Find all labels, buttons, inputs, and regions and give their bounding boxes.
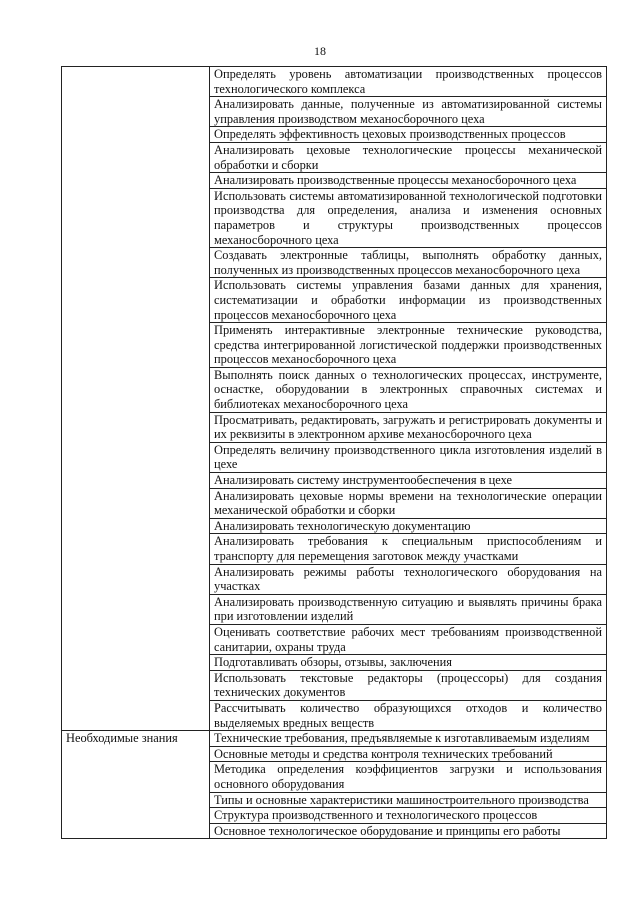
skills-item: Анализировать режимы работы технологического оборудования на участках <box>210 564 607 594</box>
skills-item: Определять эффективность цеховых производственных процессов <box>210 127 607 143</box>
skills-item: Просматривать, редактировать, загружать и регистрировать документы и их реквизиты в электронном архиве механосборочного цеха <box>210 412 607 442</box>
competency-table-body <box>62 67 607 839</box>
knowledge-item: Методика определения коэффициентов загрузки и использования основного оборудования <box>210 762 607 792</box>
skills-item: Подготавливать обзоры, отзывы, заключения <box>210 655 607 671</box>
skills-item: Анализировать данные, полученные из автоматизированной системы управления производством механосборочного цеха <box>210 97 607 127</box>
skills-section-label <box>62 67 210 731</box>
skills-item: Применять интерактивные электронные технические руководства, средства интегрированной логистической поддержки производственных процессов механосборочного цеха <box>210 323 607 368</box>
knowledge-row <box>62 731 607 747</box>
skills-item: Рассчитывать количество образующихся отходов и количество выделяемых вредных веществ <box>210 700 607 730</box>
knowledge-item: Структура производственного и технологического процессов <box>210 808 607 824</box>
knowledge-section-label: Необходимые знания <box>62 731 210 839</box>
page-number: 18 <box>314 44 326 58</box>
skills-item: Анализировать систему инструментообеспечения в цехе <box>210 473 607 489</box>
knowledge-item: Основное технологическое оборудование и принципы его работы <box>210 823 607 839</box>
skills-item: Использовать системы управления базами данных для хранения, систематизации и обработки информации из производственных процессов механосборочного цеха <box>210 278 607 323</box>
skills-item: Анализировать цеховые технологические процессы механической обработки и сборки <box>210 142 607 172</box>
skills-item: Анализировать производственные процессы механосборочного цеха <box>210 173 607 189</box>
knowledge-item: Технические требования, предъявляемые к изготавливаемым изделиям <box>210 731 607 747</box>
skills-item: Выполнять поиск данных о технологических процессах, инструменте, оснастке, оборудовании в электронных справочных системах и библиотеках механосборочного цеха <box>210 367 607 412</box>
skills-item: Определять величину производственного цикла изготовления изделий в цехе <box>210 442 607 472</box>
skills-row <box>62 67 607 97</box>
knowledge-item: Типы и основные характеристики машиностроительного производства <box>210 792 607 808</box>
skills-item: Анализировать производственную ситуацию и выявлять причины брака при изготовлении изделий <box>210 594 607 624</box>
competency-table <box>61 66 607 839</box>
skills-item: Анализировать требования к специальным приспособлениям и транспорту для перемещения заготовок между участками <box>210 534 607 564</box>
skills-item: Определять уровень автоматизации производственных процессов технологического комплекса <box>210 67 607 97</box>
skills-item: Использовать текстовые редакторы (процессоры) для создания технических документов <box>210 670 607 700</box>
skills-item: Использовать системы автоматизированной технологической подготовки производства для определения, анализа и изменения основных параметров и структуры производственных процессов механосборочного цеха <box>210 188 607 247</box>
knowledge-item: Основные методы и средства контроля технических требований <box>210 746 607 762</box>
skills-item: Анализировать технологическую документацию <box>210 518 607 534</box>
skills-item: Анализировать цеховые нормы времени на технологические операции механической обработки и сборки <box>210 488 607 518</box>
skills-item: Создавать электронные таблицы, выполнять обработку данных, полученных из производственных процессов механосборочного цеха <box>210 248 607 278</box>
skills-item: Оценивать соответствие рабочих мест требованиям производственной санитарии, охраны труда <box>210 624 607 654</box>
